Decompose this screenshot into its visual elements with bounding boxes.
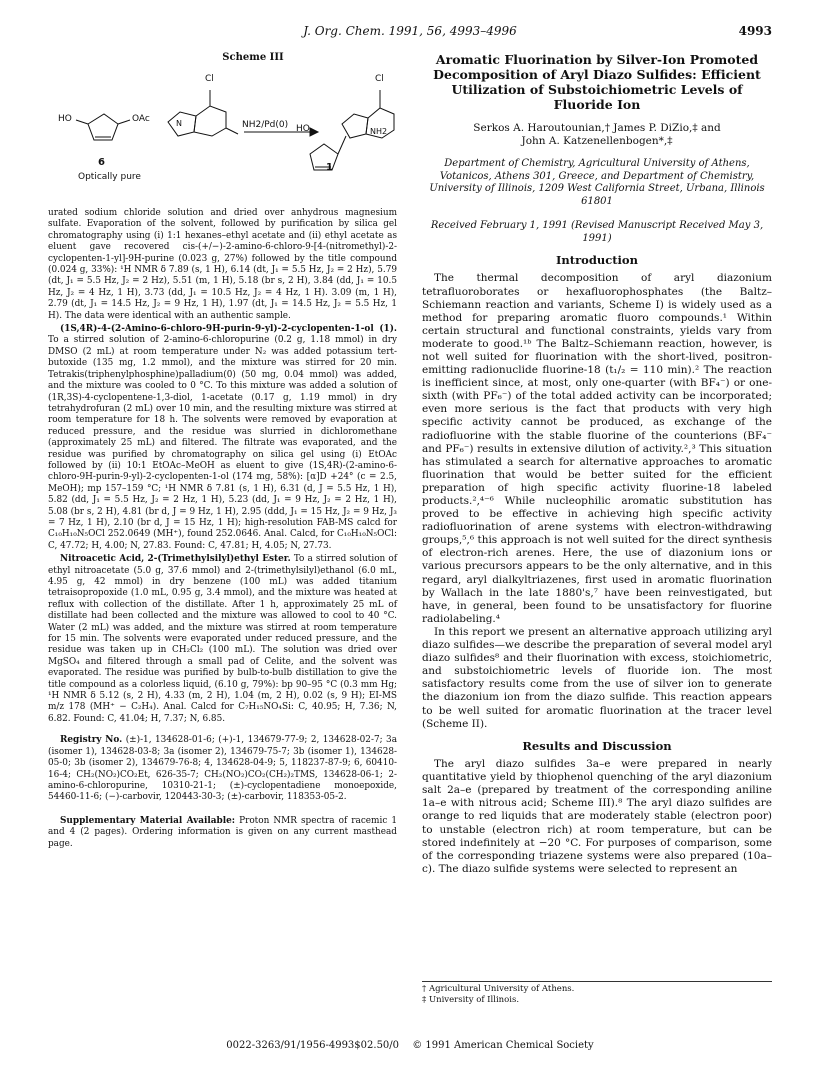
footnote: † Agricultural University of Athens. — [422, 984, 575, 994]
registry-heading: Registry No. — [60, 735, 123, 746]
page-number: 4993 — [738, 24, 772, 38]
results-heading: Results and Discussion — [522, 738, 672, 753]
registry-numbers — [48, 735, 397, 803]
scheme-iii — [48, 52, 397, 204]
article-title: Aromatic Fluorination by Silver-Ion Promoted Decomposition of Aryl Diazo Sulfides: Efficient Utilization of Substoichiometric Levels of Fluoride Ion — [433, 52, 761, 112]
scheme-label-reagent: NH2/Pd(0) — [242, 120, 289, 130]
page-footer — [0, 1040, 820, 1051]
supplementary-material — [48, 816, 397, 850]
optically-pure-label: Optically pure — [78, 172, 141, 182]
supplementary-text: Proton NMR spectra of racemic 1 and 4 (2 pages). Ordering information is given on any current masthead page. — [48, 815, 397, 849]
scheme-label-n: N — [176, 119, 182, 128]
author-line: Serkos A. Haroutounian,† James P. DiZio,‡ and — [473, 122, 721, 134]
received-date: Received February 1, 1991 (Revised Manuscript Received May 3, 1991) — [430, 220, 764, 244]
issn-code: 0022-3263/91/1956-4993$02.50/0 — [226, 1040, 400, 1051]
introduction-heading: Introduction — [556, 253, 638, 267]
supplementary-heading: Supplementary Material Available: — [60, 815, 236, 826]
compound-heading: Nitroacetic Acid, 2-(Trimethylsilyl)ethyl Ester. — [60, 554, 291, 565]
registry-text: (±)-1, 134628-01-6; (+)-1, 134679-77-9; 2, 134628-02-7; 3a (isomer 1), 134628-03-8; 3a (isomer 2), 134679-75-7; 3b (isomer 1), 134628-05-0; 3b (isomer 2), 134679-76-8; 4, 134628-04-9; 5, 118237-87-9; 6, 60410-16-4; CH₂(NO₂)CO₂Et, 626-35-7; CH₂(NO₂)CO₂(CH₂)₂TMS, 134628-06-1; 2-amino-6-chloropurine, 10310-21-1; (±)-cyclopentadiene monoepoxide, 54460-11-6; (−)-carbovir, 120443-30-3; (±)-carbovir, 118353-05-2. — [48, 735, 397, 803]
footnote: ‡ University of Illinois. — [422, 994, 520, 1005]
experimental-text: To a stirred solution of ethyl nitroacetate (5.0 g, 37.6 mmol) and 2-(trimethylsilyl)ethanol (6.0 mL, 4.95 g, 42 mmol) in dry benzene (100 mL) was added titanium tetraisopropoxide (1.0 mL, 0.95 g, 3.4 mmol), and the mixture was heated at reflux with collection of the distillate. After 1 h, approximately 25 mL of distillate had been collected and the mixture was allowed to cool to 40 °C. Water (2 mL) was added, and the mixture was stirred at room temperature for 15 min. The solvents were evaporated under reduced pressure, and the residue was taken up in CH₂Cl₂ (100 mL). The solution was dried over MgSO₄ and filtered through a small pad of Celite, and the solvent was evaporated. The residue was purified by bulb-to-bulb distillation to give the title compound as a colorless liquid, (6.10 g, 79%): bp 90–95 °C (0.3 mm Hg; ¹H NMR δ 5.12 (s, 2 H), 4.33 (m, 2 H), 1.04 (m, 2 H), 0.02 (s, 9 H); EI-MS m/z 178 (MH⁺ − C₂H₄). Anal. Calcd for C₇H₁₅NO₄Si: C, 40.95; H, 7.36; N, 6.82. Found: C, 41.04; H, 7.37; N, 6.85. — [48, 554, 397, 724]
experimental-paragraph: urated sodium chloride solution and dried over anhydrous magnesium sulfate. Evaporation of the solvent, followed by purification by silica gel chromatography using (i) 1:1 hexanes–ethyl acetate and (ii) ethyl acetate as eluent gave recovered cis-(+/−)-2-amino-6-chloro-9-[4-(nitromethyl)-2-cyclopenten-1-yl]-9H-purine (0.023 g, 27%) followed by the title compound (0.024 g, 33%): ¹H NMR δ 7.89 (s, 1 H), 6.14 (dt, J₁ = 5.5 Hz, J₂ = 2 Hz), 5.79 (dt, J₁ = 5.5 Hz, J₂ = 2 Hz), 5.51 (m, 1 H), 5.18 (br s, 2 H), 3.84 (dd, J₁ = 10.5 Hz, J₂ = 4 Hz, 1 H), 3.73 (dd, J₁ = 10.5 Hz, J₂ = 4 Hz, 1 H). 3.09 (m, 1 H), 2.79 (dt, J₁ = 14.5 Hz, J₂ = 9 Hz, 1 H), 1.97 (dt, J₁ = 14.5 Hz, J₂ = 5.5 Hz, 1 H). The data were identical with an authentic sample. — [48, 208, 397, 321]
author-line: John A. Katzenellenbogen*,‡ — [521, 135, 673, 147]
experimental-paragraph — [48, 324, 397, 552]
scheme-label-oac: OAc — [132, 114, 150, 124]
scheme-label-nh2: NH2 — [370, 127, 388, 136]
footnotes — [422, 981, 772, 1005]
authors — [422, 122, 772, 148]
experimental-text: To a stirred solution of 2-amino-6-chloropurine (0.2 g, 1.18 mmol) in dry DMSO (2 mL) at room temperature under N₂ was added potassium tert-butoxide (135 mg, 1.2 mmol), and the mixture was stirred for 20 min. Tetrakis(triphenylphosphine)palladium(0) (50 mg, 0.04 mmol) was added, and the mixture was cooled to 0 °C. To this mixture was added a solution of (1R,3S)-4-cyclopentene-1,3-diol, 1-acetate (0.17 g, 1.19 mmol) in dry tetrahydrofuran (2 mL) over 10 min, and the resulting mixture was stirred at room temperature for 18 h. The solvents were removed by evaporation at reduced pressure, and the residue was slurried in dichloromethane (approximately 25 mL) and filtered. The filtrate was evaporated, and the residue was purified by chromatography on silica gel using (i) EtOAc followed by (ii) 10:1 EtOAc–MeOH as eluent to give (1S,4R)-(2-amino-6-chloro-9H-purin-9-yl)-2-cyclopenten-1-ol (174 mg, 58%): [α]D +24° (c = 2.5, MeOH); mp 157–159 °C; ¹H NMR δ 7.81 (s, 1 H), 6.31 (d, J = 5.5 Hz, 1 H), 5.82 (dd, J₁ = 5.5 Hz, J₂ = 2 Hz, 1 H), 5.23 (dd, J₁ = 9 Hz, J₂ = 2 Hz, 1 H), 5.08 (br s, 2 H), 4.81 (br d, J = 9 Hz, 1 H), 2.95 (ddd, J₁ = 15 Hz, J₂ = 9 Hz, J₃ = 7 Hz, 1 H), 2.10 (br d, J = 15 Hz, 1 H); high-resolution FAB-MS calcd for C₁₀H₁₀N₅OCl 252.0649 (MH⁺), found 252.0646. Anal. Calcd, for C₁₀H₁₀N₅OCl: C, 47.72; H, 4.00; N, 27.83. Found: C, 47.81; H, 4.05; N, 27.73. — [48, 335, 397, 551]
right-column — [422, 52, 772, 876]
scheme-label-cl: Cl — [375, 74, 384, 84]
scheme-label-ho: HO — [58, 114, 72, 124]
scheme-label-cl: Cl — [205, 74, 214, 84]
left-column — [48, 52, 397, 850]
compound-6-label: 6 — [98, 157, 105, 168]
compound-1-label: 1 — [326, 162, 333, 173]
copyright: © 1991 American Chemical Society — [412, 1040, 594, 1051]
compound-heading: (1S,4R)-4-(2-Amino-6-chloro-9H-purin-9-yl)-2-cyclopenten-1-ol (1). — [60, 324, 397, 335]
introduction-paragraph: The thermal decomposition of aryl diazonium tetrafluoroborates or hexafluorophosphates (the Baltz–Schiemann reaction and variants, Scheme I) is widely used as a method for preparing aromatic fluoro compounds.¹ Within certain structural and functional constraints, yields vary from moderate to good.¹ᵇ The Baltz–Schiemann reaction, however, is not well suited for fluorination with the short-lived, positron-emitting radionuclide fluorine-18 (t₁/₂ = 110 min).² The reaction is inefficient since, at most, only one-quarter (with BF₄⁻) or one-sixth (with PF₆⁻) of the total added activity can be incorporated; even more serious is the fact that products with very high specific activity cannot be produced, as exchange of the radiofluorine with the stable fluorine of the counterions (BF₄⁻ and PF₆⁻) results in extensive dilution of activity.²,³ This situation has stimulated a search for alternative approaches to aromatic fluorination that would be better suited for the efficient preparation of high specific activity fluorine-18 labeled products.²,⁴⁻⁶ While nucleophilic aromatic substitution has proved to be effective in achieving high specific activity radiofluorination of arene systems with electron-withdrawing groups,⁵,⁶ this approach is not well suited for the direct synthesis of electron-rich arenes. Here, the use of diazonium ions or various precursors appears to be the only alternative, and in this regard, aryl dialkyltriazenes, first used in aromatic fluorination by Wallach in the late 1880's,⁷ have been reinvestigated, but have, in general, been found to be unsatisfactory for fluorine radiolabeling.⁴ — [422, 272, 772, 625]
running-header — [0, 24, 820, 40]
scheme-label-ho: HO — [296, 124, 310, 134]
results-paragraph: The aryl diazo sulfides 3a–e were prepared in nearly quantitative yield by thiophenol quenching of the aryl diazonium salt 2a–e (prepared by treatment of the corresponding aniline 1a–e with nitrous acid; Scheme III).⁸ The aryl diazo sulfides are orange to red liquids that are moderately stable (electron poor) to unstable (electron rich) at room temperature, but can be stored indefinitely at −20 °C. For purposes of comparison, some of the corresponding triazene systems were also prepared (10a–c). The diazo sulfide systems were selected to represent an — [422, 758, 772, 875]
affiliation: Department of Chemistry, Agricultural University of Athens, Votanicos, Athens 301, Greece, and Department of Chemistry, University of Illinois, 1209 West California Street, Urbana, Illinois 61801 — [429, 158, 765, 207]
journal-citation: J. Org. Chem. 1991, 56, 4993–4996 — [303, 24, 517, 38]
scheme-title: Scheme III — [222, 52, 284, 63]
experimental-paragraph — [48, 554, 397, 725]
introduction-paragraph: In this report we present an alternative approach utilizing aryl diazo sulfides—we describe the preparation of several model aryl diazo sulfides⁸ and their fluorination with excess, stoichiometric, and substoichiometric levels of fluoride ion. The most satisfactory results come from the use of silver ion to generate the diazonium ion from the diazo sulfide. This reaction appears to be well suited for aromatic fluorination at the tracer level (Scheme II). — [422, 625, 772, 730]
